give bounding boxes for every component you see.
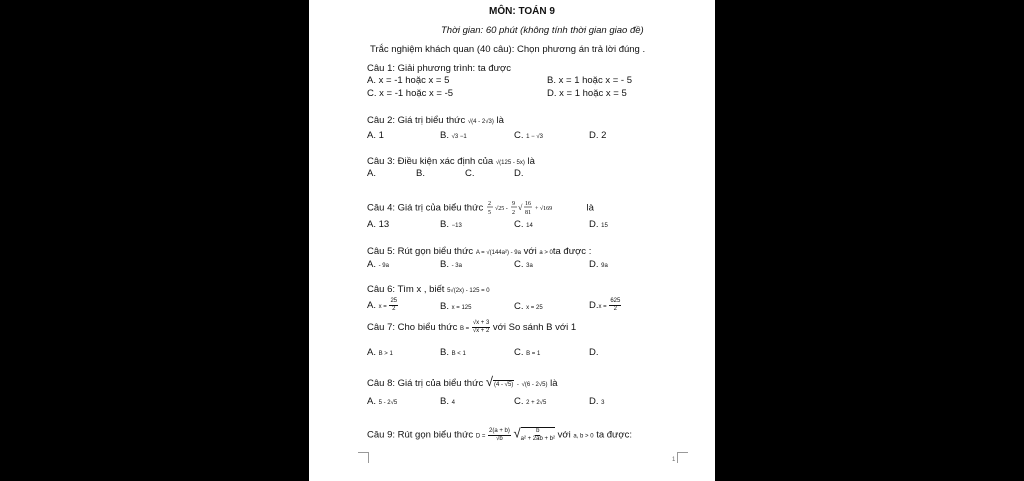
q7-fraction: $\frac{√x + 3}{√x + 2}$: [472, 320, 490, 334]
q3-option-b: B.: [416, 168, 425, 179]
q8-expr1: (4 - √5): [493, 382, 514, 388]
page-number: 1: [672, 457, 676, 463]
document-page: [309, 0, 715, 481]
q1-option-d: D. x = 1 hoặc x = 5: [547, 88, 627, 99]
q5-stem: Câu 5: Rút gọn biểu thức: [367, 246, 474, 257]
q8-expr2: √(6 - 2√5): [521, 382, 548, 388]
q4-stem-line: [367, 198, 594, 218]
q7-option-a: A. B > 1: [367, 347, 393, 358]
q6-stem: Câu 6: Tìm x , biết: [367, 284, 445, 295]
q5-stem-line: [367, 246, 591, 259]
q2-expr: √(4 - 2√3): [467, 119, 494, 125]
q2-stem: Câu 2: Giá trị biểu thức: [367, 115, 466, 126]
q7-tail: với So sánh B với 1: [492, 322, 577, 334]
svg-text:5: 5: [487, 210, 491, 216]
q8-option-b: B. 4: [440, 396, 455, 407]
q4-tail: là: [586, 202, 594, 214]
q9-stem-line: Câu 9: Rút gọn biểu thức D = $\frac{2(a + b)}{√b}$ √ $\frac{b}{\text{a² + 2ab + b²}}$ với a, b > 0 ta được:: [367, 425, 633, 442]
q5-option-d: D. 9a: [589, 259, 608, 270]
q3-expr: √(125 - 5x): [495, 160, 525, 166]
q4-expression: [486, 198, 584, 218]
q2-option-c: C. 1 − √3: [514, 130, 543, 141]
instruction: Trắc nghiệm khách quan (40 câu): Chọn phương án trả lời đúng .: [370, 44, 646, 55]
q9-cond: a, b > 0: [573, 433, 594, 440]
svg-text:9: 9: [511, 201, 515, 207]
q6-expr: 5√(2x) - 125 = 0: [447, 288, 490, 294]
q9-tail: ta được:: [596, 429, 633, 441]
q1-option-a: A. x = -1 hoặc x = 5: [367, 75, 450, 86]
q2-option-d: D. 2: [589, 130, 607, 141]
q6-a-fraction: $\frac{25}{2}$: [390, 298, 398, 312]
corner-mark-right: [677, 452, 688, 463]
q3-option-d: D.: [514, 168, 524, 179]
q5-expr: A = √(144a²) - 9a: [475, 250, 521, 256]
q1-stem: Câu 1: Giải phương trình: ta được: [367, 63, 511, 74]
svg-text:√: √: [517, 203, 523, 212]
q2-stem-line: [367, 115, 504, 128]
q3-stem-line: [367, 156, 535, 169]
corner-mark-left: [358, 452, 369, 463]
q7-option-b: B. B < 1: [440, 347, 466, 358]
q4-option-c: C. 14: [514, 219, 533, 230]
q1-option-c: C. x = -1 hoặc x = -5: [367, 88, 454, 99]
q7-option-c: C. B = 1: [514, 347, 541, 358]
q5-option-a: A. - 9a: [367, 259, 389, 270]
q5-mid: với: [523, 246, 537, 257]
q7-stem-line: Câu 7: Cho biểu thức B = $\frac{√x + 3}{√x + 2}$ với So sánh B với 1: [367, 320, 577, 334]
q5-tail: ta được :: [552, 246, 592, 257]
q3-option-a: A.: [367, 168, 376, 179]
q5-option-c: C. 3a: [514, 259, 533, 270]
q9-mid: với: [557, 429, 571, 441]
q3-stem: Câu 3: Điều kiện xác định của: [367, 156, 494, 167]
q3-tail: là: [527, 156, 535, 167]
q8-stem: Câu 8: Giá trị của biểu thức: [367, 378, 484, 389]
q7-option-d: D.: [589, 347, 599, 358]
q8-stem-line: Câu 8: Giá trị của biểu thức √(4 - √5) - √(6 - 2√5) là: [367, 374, 558, 389]
svg-text:81: 81: [524, 210, 531, 216]
subject-title: MÔN: TOÁN 9: [489, 6, 555, 17]
time-note: Thời gian: 60 phút (không tính thời gian giao đề): [441, 25, 644, 36]
q6-d-fraction: $\frac{625}{2}$: [610, 298, 621, 312]
q7-stem: Câu 7: Cho biểu thức: [367, 322, 458, 334]
svg-text:√25 -: √25 -: [494, 206, 508, 212]
svg-text:2: 2: [487, 201, 491, 207]
q4-stem: Câu 4: Giá trị của biểu thức: [367, 202, 484, 214]
q6-option-a: A. x = $\frac{25}{2}$: [367, 298, 398, 312]
q2-option-b: B. √3 −1: [440, 130, 467, 141]
q6-stem-line: [367, 284, 490, 297]
q5-option-b: B. - 3a: [440, 259, 462, 270]
q4-option-b: B. −13: [440, 219, 462, 230]
q3-option-c: C.: [465, 168, 475, 179]
q8-option-a: A. 5 - 2√5: [367, 396, 398, 407]
q5-cond: a > 0: [539, 250, 553, 256]
q4-option-a: A. 13: [367, 219, 390, 230]
q2-tail: là: [496, 115, 504, 126]
svg-text:16: 16: [524, 201, 531, 207]
q9-fraction: $\frac{2(a + b)}{√b}$: [488, 427, 510, 442]
q9-stem: Câu 9: Rút gọn biểu thức: [367, 429, 474, 441]
q6-option-c: C. x = 25: [514, 301, 543, 312]
q1-option-b: B. x = 1 hoặc x = - 5: [547, 75, 633, 86]
q4-option-d: D. 15: [589, 219, 608, 230]
q2-option-a: A. 1: [367, 130, 384, 141]
svg-text:2: 2: [511, 210, 515, 216]
q6-option-d: D.x = $\frac{625}{2}$: [589, 298, 621, 312]
q8-tail: là: [550, 378, 558, 389]
q8-option-c: C. 2 + 2√5: [514, 396, 547, 407]
q9-inner-fraction: $\frac{b}{\text{a² + 2ab + b²}}$: [520, 428, 555, 442]
q8-option-d: D. 3: [589, 396, 605, 407]
q6-option-b: B. x = 125: [440, 301, 472, 312]
svg-text:+ √169: + √169: [534, 206, 553, 212]
